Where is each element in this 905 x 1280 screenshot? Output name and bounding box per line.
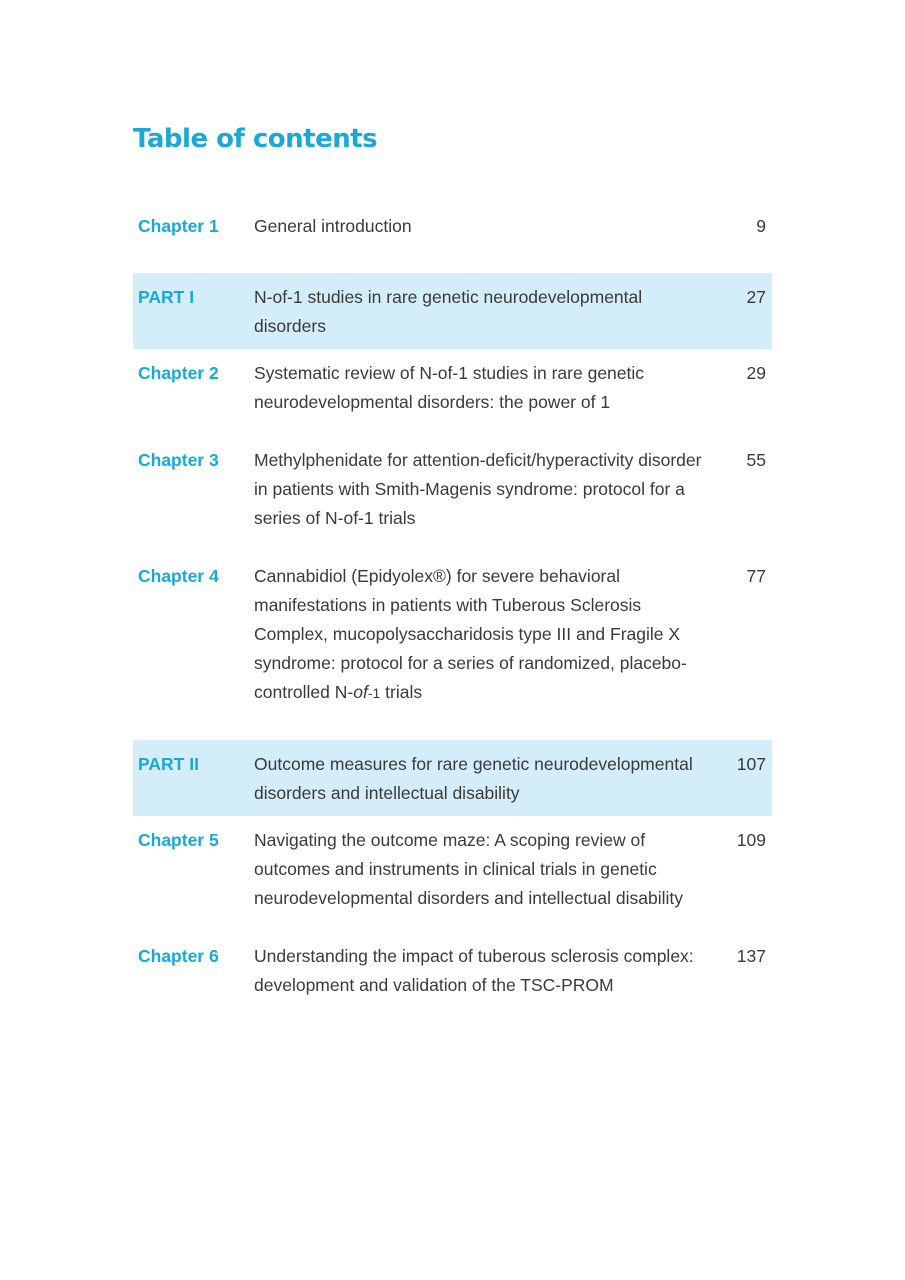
entry-label: Chapter 2 [138, 363, 219, 383]
toc-entry-part-1[interactable] [133, 273, 772, 349]
entry-label: PART I [138, 287, 195, 307]
entry-title-italic: of [353, 682, 368, 702]
entry-title: Outcome measures for rare genetic neurodevelopmental disorders and intellectual disability [254, 754, 693, 803]
entry-title [254, 562, 714, 708]
table-of-contents [133, 212, 772, 1000]
toc-entry-chapter-5[interactable] [133, 826, 772, 913]
entry-page-number: 29 [746, 363, 766, 383]
toc-entry-chapter-1[interactable] [133, 212, 772, 241]
entry-title: Methylphenidate for attention-deficit/hyperactivity disorder in patients with Smith-Magenis syndrome: protocol for a series of N-of-1 trials [254, 450, 702, 528]
entry-label: Chapter 5 [138, 830, 219, 850]
entry-page-number: 55 [746, 450, 766, 470]
entry-page-number: 9 [756, 216, 766, 236]
toc-entry-part-2[interactable] [133, 740, 772, 816]
entry-page-number: 27 [746, 287, 766, 307]
entry-label: Chapter 1 [138, 216, 219, 236]
entry-title-small: -1 [367, 685, 381, 701]
toc-entry-chapter-6[interactable] [133, 942, 772, 1000]
entry-label: Chapter 4 [138, 566, 219, 586]
entry-page-number: 109 [736, 830, 766, 850]
entry-title: Navigating the outcome maze: A scoping review of outcomes and instruments in clinical trials in genetic neurodevelopmental disorders and intellectual disability [254, 830, 684, 908]
entry-page-number: 107 [736, 754, 766, 774]
entry-title-text-end: trials [380, 682, 423, 702]
entry-page-number: 77 [746, 566, 766, 586]
entry-title: Understanding the impact of tuberous sclerosis complex: development and validation of the TSC-PROM [254, 946, 694, 995]
toc-entry-chapter-3[interactable] [133, 446, 772, 533]
toc-entry-chapter-4[interactable] [133, 562, 772, 708]
entry-label: Chapter 6 [138, 946, 219, 966]
entry-title: General introduction [254, 216, 412, 236]
entry-page-number: 137 [736, 946, 766, 966]
entry-title: Systematic review of N-of-1 studies in rare genetic neurodevelopmental disorders: the power of 1 [254, 363, 645, 412]
entry-title-text: Cannabidiol (Epidyolex®) for severe behavioral manifestations in patients with Tuberous Sclerosis Complex, mucopolysaccharidosis type III and Fragile X syndrome: protocol for a series of randomized, placebo-controlled N- [254, 566, 687, 702]
entry-label: Chapter 3 [138, 450, 219, 470]
page-title: Table of contents [133, 124, 378, 154]
toc-entry-chapter-2[interactable] [133, 359, 772, 417]
entry-title: N-of-1 studies in rare genetic neurodevelopmental disorders [254, 287, 643, 336]
entry-label: PART II [138, 754, 199, 774]
